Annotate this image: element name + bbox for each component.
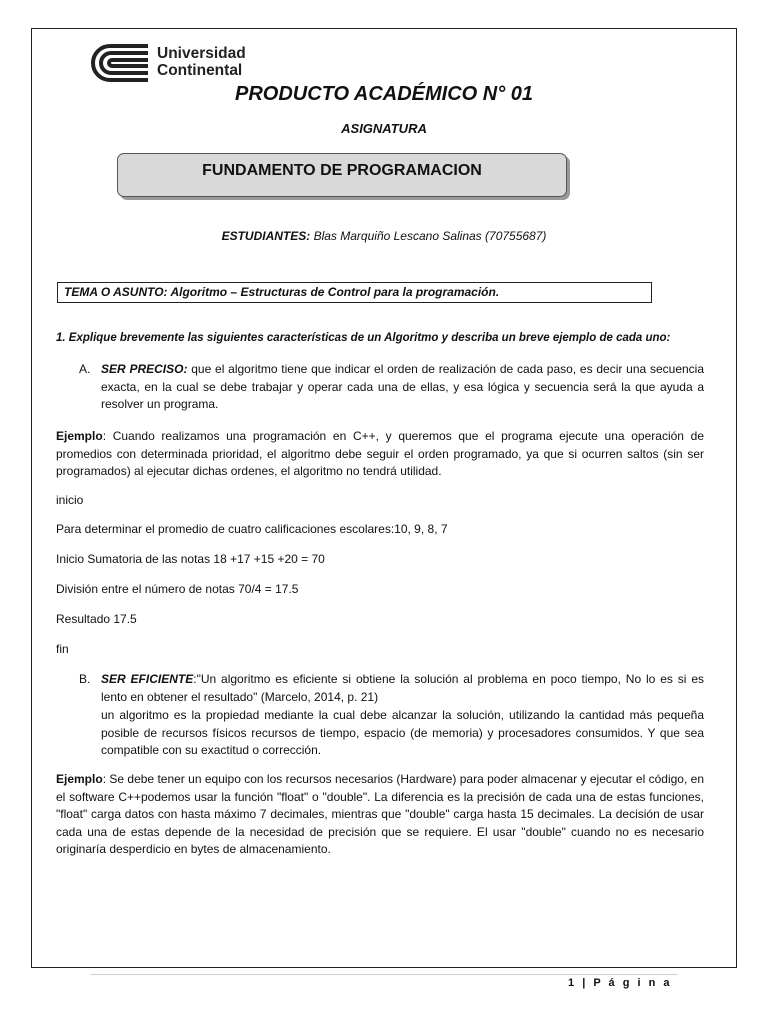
course-box — [117, 153, 567, 197]
example-a-paragraph — [56, 428, 704, 481]
algorithm-start: inicio — [56, 493, 84, 507]
algorithm-step-1: Para determinar el promedio de cuatro calificaciones escolares:10, 9, 8, 7 — [56, 522, 448, 536]
page-number: 1 — [568, 977, 577, 989]
topic-box — [57, 282, 652, 303]
university-name — [157, 45, 246, 79]
students-names: Blas Marquiño Lescano Salinas (70755687) — [310, 229, 547, 243]
example-b-label: Ejemplo — [56, 772, 103, 786]
footer-page-number — [568, 977, 672, 989]
item-a-label: SER PRECISO: — [101, 362, 188, 376]
algorithm-end: fin — [56, 642, 69, 656]
university-logo-icon — [90, 42, 152, 84]
item-a-text: que el algoritmo tiene que indicar el orden de realización de cada paso, es decir una secuencia exacta, en la cual se debe trabajar y operar cada una de ellas, y esa lógica y secuencia será la que ayuda a resolver un programa. — [101, 362, 705, 411]
algorithm-step-2: Inicio Sumatoria de las notas 18 +17 +15 +20 = 70 — [56, 552, 325, 566]
students-line — [0, 229, 768, 243]
item-b-paragraph-1 — [101, 671, 704, 706]
topic-text: TEMA O ASUNTO: Algoritmo – Estructuras de Control para la programación. — [64, 285, 500, 299]
item-b-paragraph-2: un algoritmo es la propiedad mediante la cual debe alcanzar la solución, utilizando la cantidad más pequeña posible de recursos físicos recursos de tiempo, espacio (de memoria) y procesadores consumidos. Y que sea compatible con su exactitud o corrección. — [101, 708, 704, 757]
algorithm-step-3: División entre el número de notas 70/4 = 17.5 — [56, 582, 299, 596]
course-name: FUNDAMENTO DE PROGRAMACION — [202, 162, 482, 179]
example-b-paragraph — [56, 771, 704, 859]
algorithm-step-4: Resultado 17.5 — [56, 612, 137, 626]
example-a-text: : Cuando realizamos una programación en C++, y queremos que el programa ejecute una operación de promedios con determinada prioridad, el algoritmo debe seguir el orden programado, ya que si ocurren saltos (sin ser programados) al ejecutar dichas ordenes, el algoritmo no tendrá utilidad. — [56, 429, 704, 478]
subject-label: ASIGNATURA — [341, 121, 427, 136]
students-label: ESTUDIANTES: — [221, 229, 311, 243]
item-b-text-1: :"Un algoritmo es eficiente si obtiene la solución al problema en poco tiempo, No lo es si es lento en obtener el resultado" (Marcelo, 2014, p. 21) — [101, 672, 704, 704]
footer-rule — [90, 974, 678, 975]
item-a-paragraph — [101, 361, 704, 414]
example-b-text: : Se debe tener un equipo con los recursos necesarios (Hardware) para poder almacenar y ejecutar el código, en el software C++podemos usar la función "float" o "double". La diferencia es la precisión de cada una de estas funciones, "float" carga datos con hasta máximo 7 decimales, mientras que "double" carga hasta 15 decimales. La decisión de usar cada una de estas depende de la necesidad de precisión que se requiere. El usar "double" cuando no es necesario originaría desperdicio en bytes de almacenamiento. — [56, 772, 704, 856]
document-title: PRODUCTO ACADÉMICO N° 01 — [234, 83, 534, 105]
university-logo — [90, 42, 270, 84]
question-1: 1. Explique brevemente las siguientes características de un Algoritmo y describa un breve ejemplo de cada uno: — [56, 332, 671, 344]
example-a-label: Ejemplo — [56, 429, 103, 443]
item-b-marker: B. — [79, 672, 91, 686]
item-a-marker: A. — [79, 362, 91, 376]
page-label: | P á g i n a — [582, 977, 672, 989]
item-b-label: SER EFICIENTE — [101, 672, 194, 686]
university-name-line2: Continental — [157, 62, 243, 79]
university-name-line1: Universidad — [157, 45, 246, 62]
